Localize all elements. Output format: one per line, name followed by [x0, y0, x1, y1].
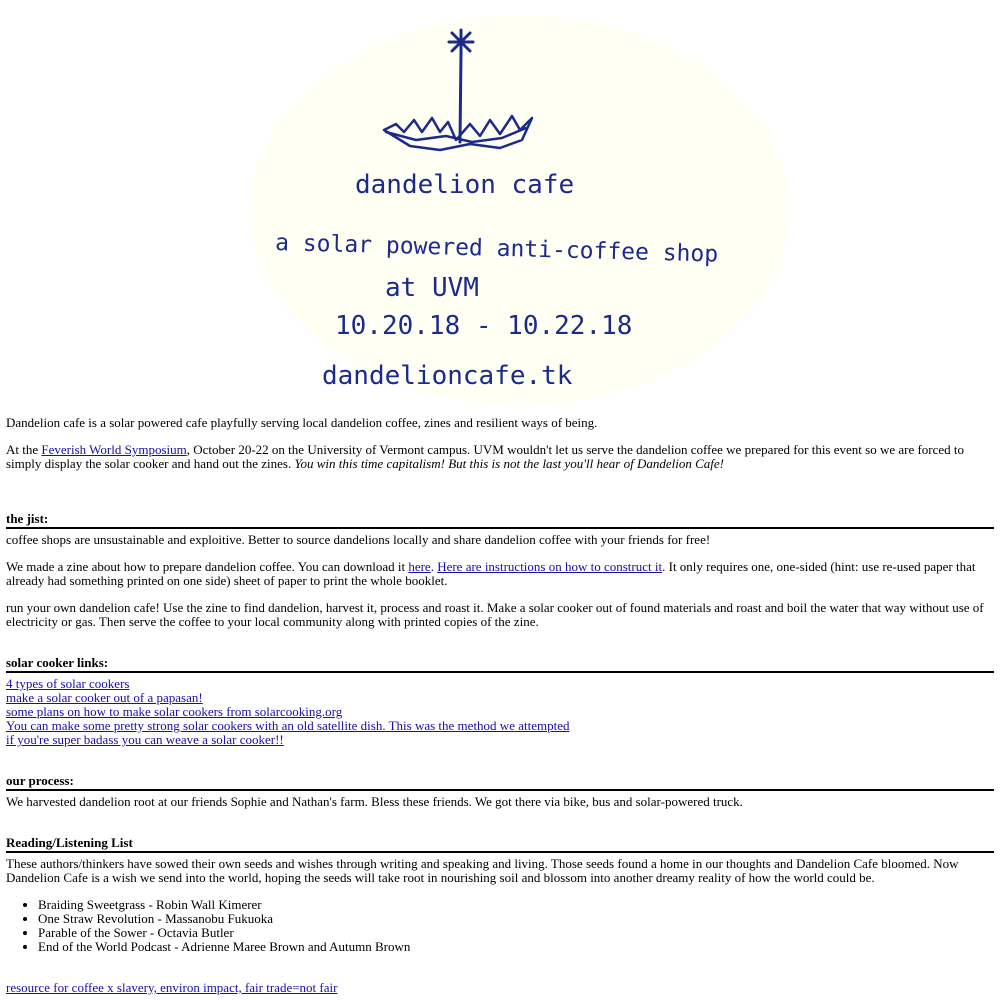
hero-line-3: at UVM: [385, 273, 479, 303]
hero-line-5: dandelioncafe.tk: [322, 361, 573, 391]
solar-link-papasan[interactable]: make a solar cooker out of a papasan!: [6, 690, 203, 705]
paper-backdrop: [250, 15, 790, 405]
hero-drawing: [0, 0, 1000, 405]
solar-link-plans[interactable]: some plans on how to make solar cookers from solarcooking.org: [6, 704, 343, 719]
zine-download-link[interactable]: here: [408, 559, 431, 574]
jist-p2-mid: .: [430, 559, 438, 574]
feverish-world-symposium-link[interactable]: Feverish World Symposium: [41, 442, 187, 457]
list-item: • One Straw Revolution - Massanobu Fukuoka: [38, 912, 994, 926]
intro-p2-prefix: At the: [6, 442, 42, 457]
content: [6, 416, 994, 995]
list-item: • End of the World Podcast - Adrienne Maree Brown and Autumn Brown: [38, 940, 994, 954]
our-process-heading: our process:: [6, 774, 994, 791]
solar-link-types[interactable]: 4 types of solar cookers: [6, 676, 130, 691]
hero-line-2: a solar powered anti-coffee shop: [274, 230, 719, 268]
coffee-resource-link[interactable]: resource for coffee x slavery, environ impact, fair trade=not fair: [6, 980, 338, 995]
intro-p2-text: , October 20-22 on the University of Vermont campus. UVM wouldn't let us serve the dandelion coffee we prepared for this event so we are forced to simply display the solar cooker and hand out the zines.: [6, 442, 965, 471]
jist-heading: the jist:: [6, 512, 994, 529]
zine-instructions-link[interactable]: Here are instructions on how to construct it: [437, 559, 663, 574]
solar-cooker-links-heading: solar cooker links:: [6, 656, 994, 673]
process-paragraph: We harvested dandelion root at our friends Sophie and Nathan's farm. Bless these friends. We got there via bike, bus and solar-powered truck.: [6, 794, 743, 809]
hero-line-4: 10.20.18 - 10.22.18: [335, 311, 633, 341]
intro-paragraph-2: [6, 443, 994, 471]
reading-list-heading: Reading/Listening List: [6, 836, 994, 853]
hero-illustration: [0, 0, 1000, 405]
intro-paragraph-1: Dandelion cafe is a solar powered cafe playfully serving local dandelion coffee, zines and resilient ways of being.: [6, 415, 598, 430]
reading-list: [6, 898, 994, 954]
list-item: • Parable of the Sower - Octavia Butler: [38, 926, 994, 940]
list-item: • Braiding Sweetgrass - Robin Wall Kimerer: [38, 898, 994, 912]
solar-cooker-links-list: [6, 677, 994, 747]
solar-link-satellite-dish[interactable]: You can make some pretty strong solar cookers with an old satellite dish. This was the method we attempted: [6, 718, 570, 733]
jist-p2-prefix: We made a zine about how to prepare dandelion coffee. You can download it: [6, 559, 409, 574]
jist-paragraph-2: [6, 560, 994, 588]
hero-line-1: dandelion cafe: [355, 170, 575, 200]
jist-paragraph-3: run your own dandelion cafe! Use the zine to find dandelion, harvest it, process and roast it. Make a solar cooker out of found materials and roast and boil the water that way without use of electricity or gas. Then serve the coffee to your local community along with printed copies of the zine.: [6, 600, 984, 629]
jist-p2-suffix: . It only requires one, one-sided (hint: use re-used paper that already had something printed on one side) sheet of paper to print the whole booklet.: [6, 559, 976, 588]
intro-p2-italic: You win this time capitalism! But this is not the last you'll hear of Dandelion Cafe!: [294, 456, 724, 471]
jist-paragraph-1: coffee shops are unsustainable and exploitive. Better to source dandelions locally and share dandelion coffee with your friends for free!: [6, 532, 711, 547]
solar-link-weave[interactable]: if you're super badass you can weave a solar cooker!!: [6, 732, 284, 747]
reading-paragraph: These authors/thinkers have sowed their own seeds and wishes through writing and speaking and living. Those seeds found a home in our thoughts and Dandelion Cafe bloomed. Now Dandelion Cafe is a wish we send into the world, hoping the seeds will take root in nourishing soil and blossom into another dreamy reality of how the world could be.: [6, 856, 959, 885]
